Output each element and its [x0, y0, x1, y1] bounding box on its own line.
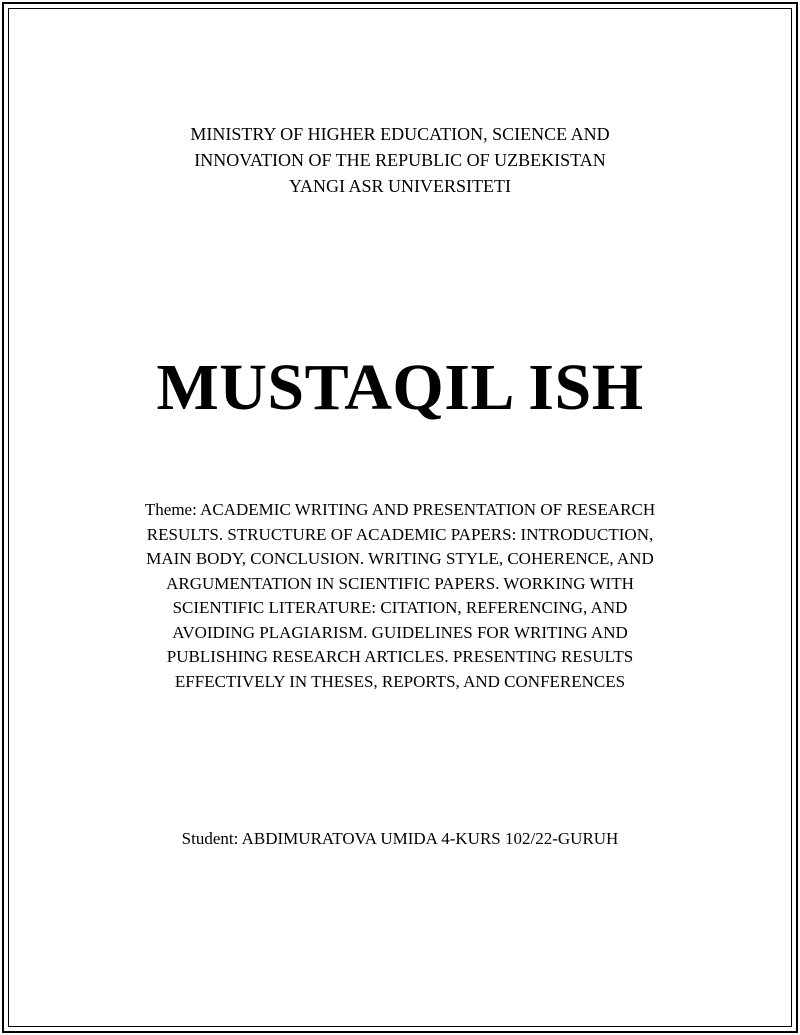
header-line-university: YANGI ASR UNIVERSITETI [289, 176, 511, 196]
theme-line: EFFECTIVELY IN THESES, REPORTS, AND CONFERENCES [174, 671, 626, 691]
document-title: MUSTAQIL ISH [156, 351, 644, 424]
theme-line: RESULTS. STRUCTURE OF ACADEMIC PAPERS: INTRODUCTION, [146, 524, 654, 544]
theme-line: SCIENTIFIC LITERATURE: CITATION, REFERENCING, AND [172, 598, 628, 617]
theme-line: ARGUMENTATION IN SCIENTIFIC PAPERS. WORKING WITH [166, 573, 634, 593]
theme-line: AVOIDING PLAGIARISM. GUIDELINES FOR WRITING AND [172, 622, 628, 642]
institution-header [0, 121, 800, 199]
theme-line: MAIN BODY, CONCLUSION. WRITING STYLE, COHERENCE, AND [146, 549, 654, 568]
header-line-ministry: MINISTRY OF HIGHER EDUCATION, SCIENCE AND [190, 124, 610, 144]
student-info: Student: ABDIMURATOVA UMIDA 4-KURS 102/22-GURUH [181, 829, 619, 848]
theme-line: PUBLISHING RESEARCH ARTICLES. PRESENTING RESULTS [166, 647, 634, 666]
header-line-innovation: INNOVATION OF THE REPUBLIC OF UZBEKISTAN [194, 150, 606, 170]
theme-line: Theme: ACADEMIC WRITING AND PRESENTATION OF RESEARCH [144, 500, 656, 519]
theme-paragraph [100, 498, 700, 694]
